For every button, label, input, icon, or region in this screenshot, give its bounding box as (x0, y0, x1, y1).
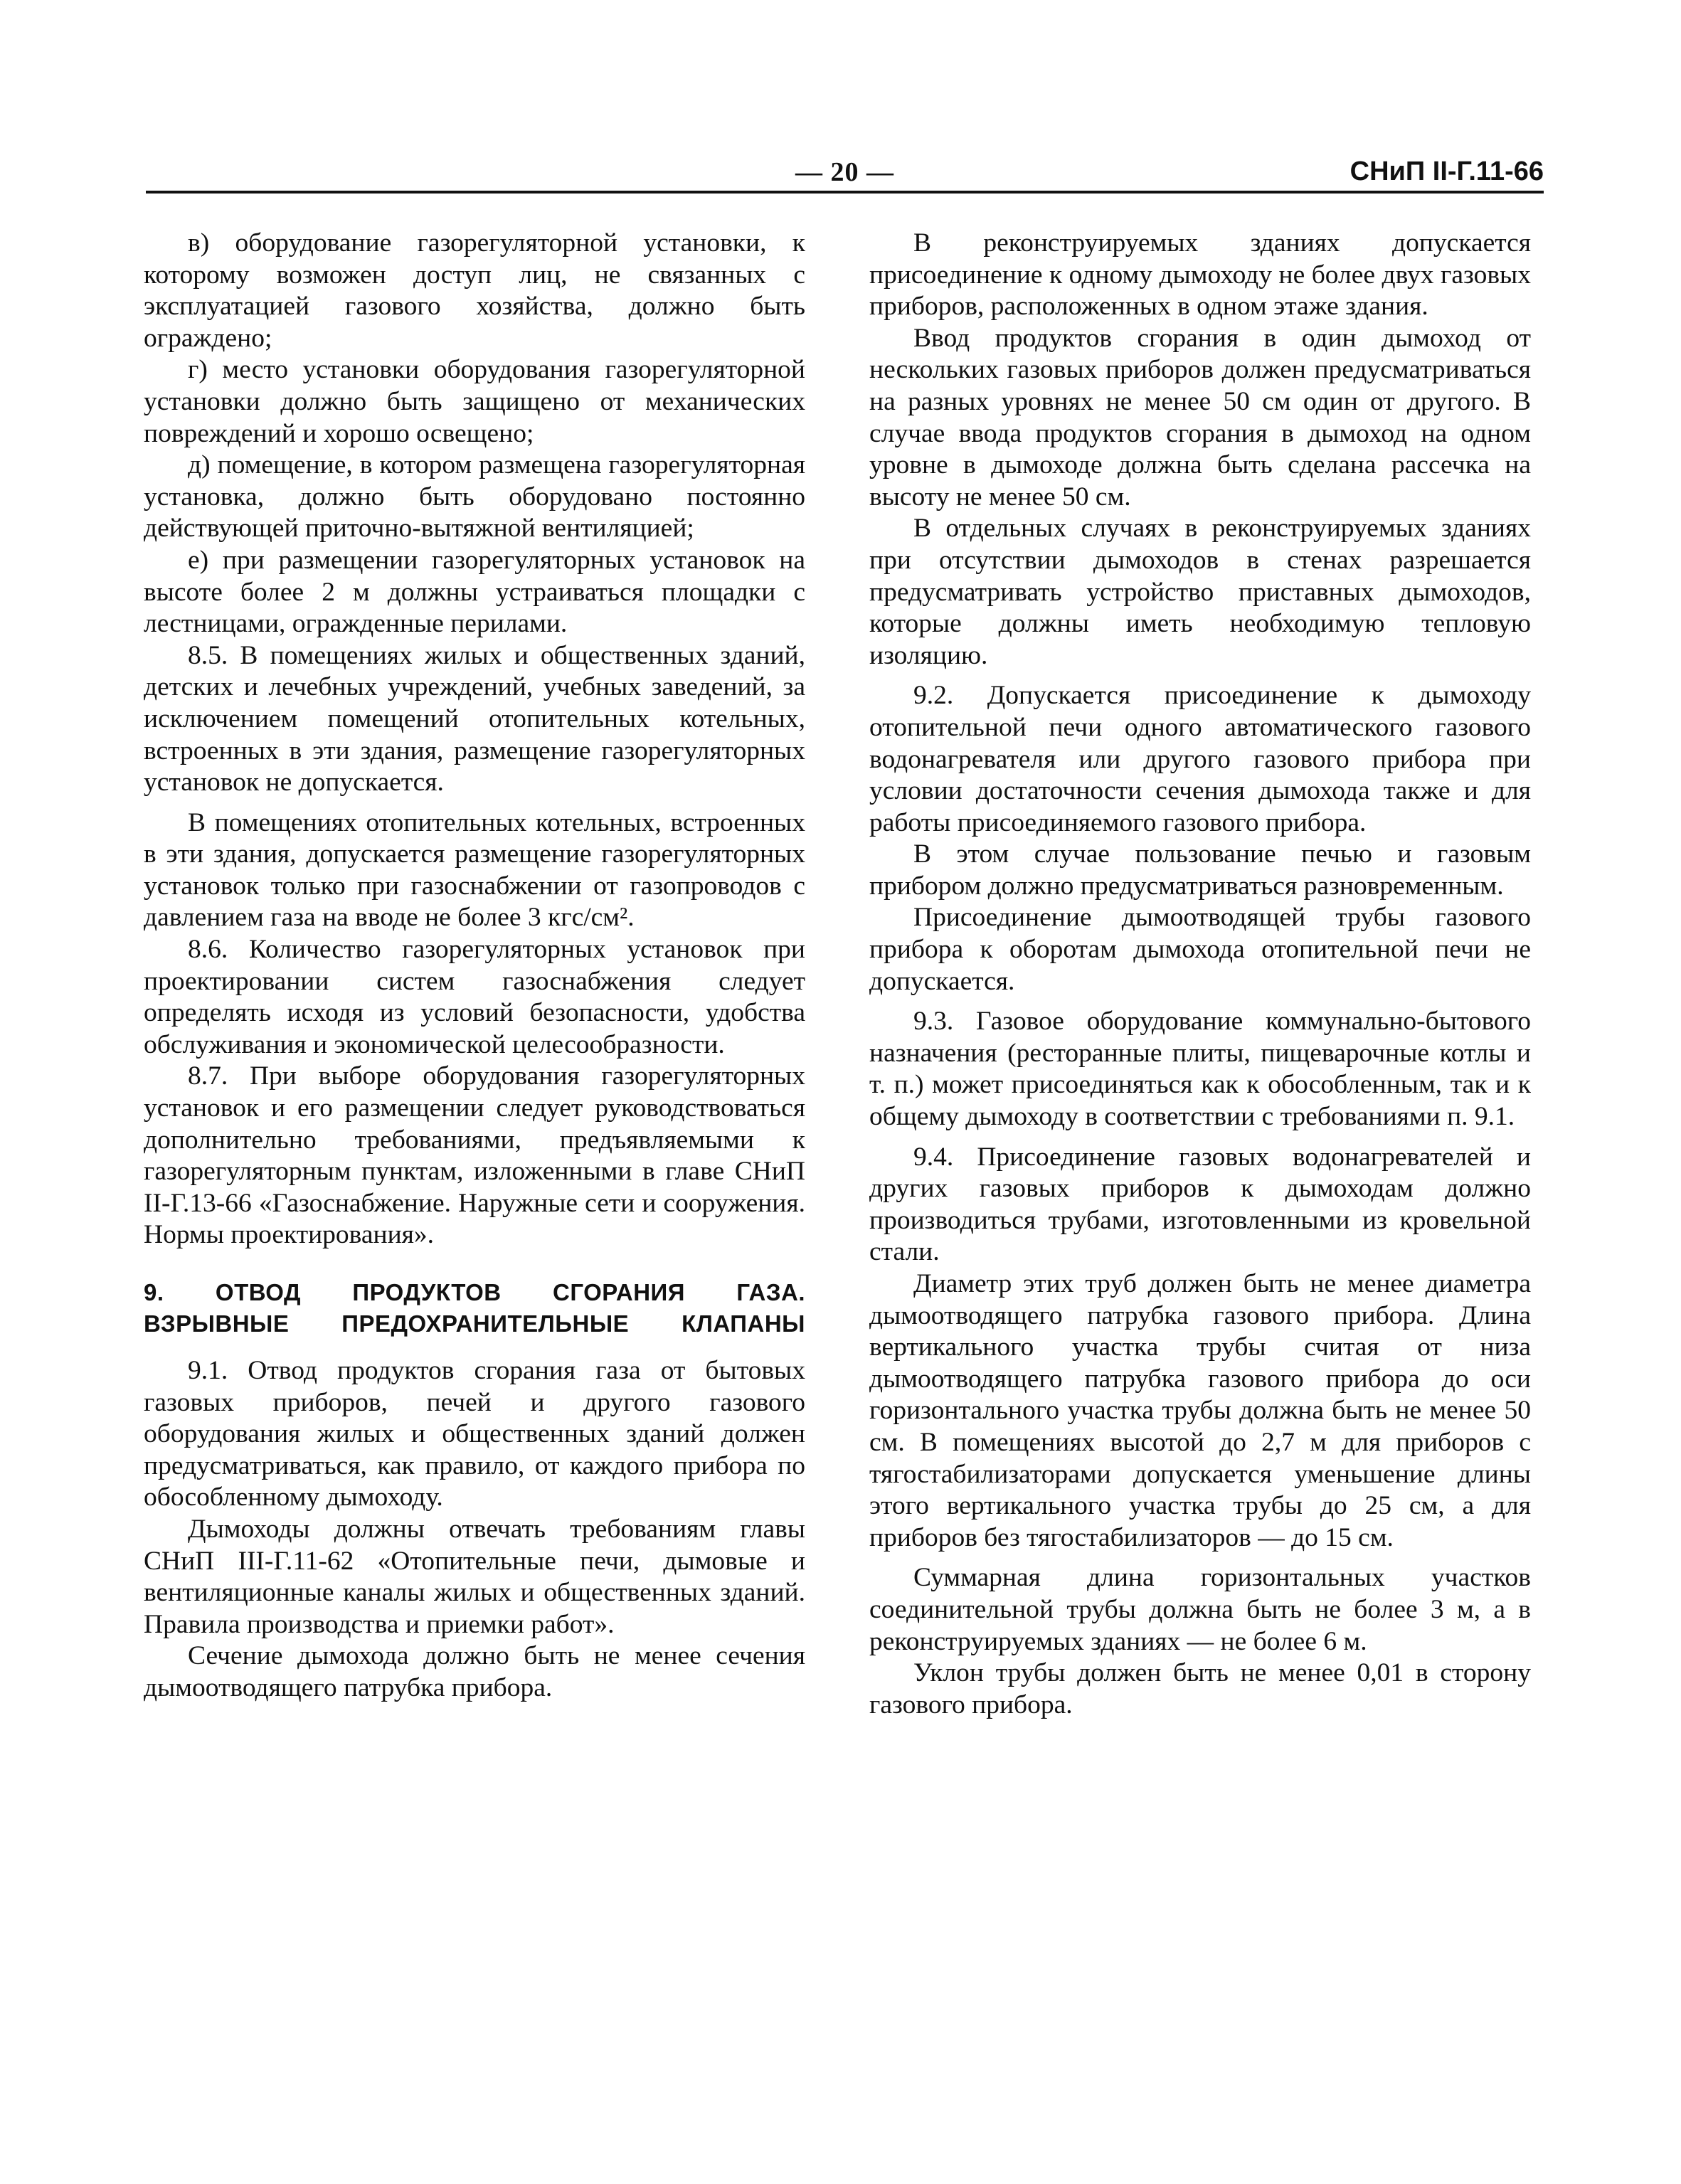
section-heading (144, 1277, 805, 1340)
paragraph: Уклон трубы должен быть не менее 0,01 в сторону газового прибора. (869, 1658, 1531, 1719)
paragraph: Ввод продуктов сгорания в один дымоход от нескольких газовых приборов должен предусматриваться на разных уровнях не менее 50 см один от другого. В случае ввода продуктов сгорания в дымоход на одном уровне в дымоходе должна быть сделана рассечка на высоту не менее 50 см. (869, 323, 1531, 511)
section-heading-line-1: 9. ОТВОД ПРОДУКТОВ СГОРАНИЯ ГАЗА. (144, 1279, 805, 1305)
paragraph: 9.4. Присоединение газовых водонагревателей и других газовых приборов к дымоходам должно производиться трубами, изготовленными из кровельной стали. (869, 1142, 1531, 1267)
paragraph: 8.7. При выборе оборудования газорегуляторных установок и его размещении следует руководствоваться дополнительно требованиями, предъявляемыми к газорегуляторным пунктам, изложенными в главе СНиП II-Г.13-66 «Газоснабжение. Наружные сети и сооружения. Нормы проектирования». (144, 1061, 805, 1250)
paragraph: 8.5. В помещениях жилых и общественных зданий, детских и лечебных учреждений, учебных заведений, за исключением помещений отопительных котельных, встроенных в эти здания, размещение газорегуляторных установок не допускается. (144, 640, 805, 797)
paragraph: Присоединение дымоотводящей трубы газового прибора к оборотам дымохода отопительной печи не допускается. (869, 903, 1531, 996)
paragraph: е) при размещении газорегуляторных установок на высоте более 2 м должны устраиваться площадки с лестницами, огражденные перилами. (144, 545, 805, 639)
paragraph: Диаметр этих труб должен быть не менее диаметра дымоотводящего патрубка газового прибора. Длина вертикального участка трубы считая от низа дымоотводящего патрубка газового прибора до оси горизонтального участка трубы должна быть не менее 50 см. В помещениях высотой до 2,7 м для приборов с тягостабилизаторами допускается уменьшение длины этого вертикального участка трубы до 25 см, а для приборов без тягостабилизаторов — до 15 см. (869, 1269, 1531, 1552)
left-column (144, 228, 805, 1705)
section-heading-line-2: ВЗРЫВНЫЕ ПРЕДОХРАНИТЕЛЬНЫЕ КЛАПАНЫ (144, 1310, 805, 1337)
page-number: — 20 — (795, 157, 894, 187)
paragraph: Сечение дымохода должно быть не менее сечения дымоотводящего патрубка прибора. (144, 1641, 805, 1702)
paragraph: 9.2. Допускается присоединение к дымоходу отопительной печи одного автоматического газового водонагревателя или другого газового прибора при условии достаточности сечения дымохода также и для работы присоединяемого газового прибора. (869, 681, 1531, 837)
paragraph: г) место установки оборудования газорегуляторной установки должно быть защищено от механических повреждений и хорошо освещено; (144, 355, 805, 448)
paragraph: 8.6. Количество газорегуляторных установок при проектировании систем газоснабжения следует определять исходя из условий безопасности, удобства обслуживания и экономической целесообразности. (144, 935, 805, 1059)
paragraph: Суммарная длина горизонтальных участков соединительной трубы должна быть не более 3 м, а в реконструируемых зданиях — не более 6 м. (869, 1563, 1531, 1656)
paragraph: Дымоходы должны отвечать требованиям главы СНиП III-Г.11-62 «Отопительные печи, дымовые и вентиляционные каналы жилых и общественных зданий. Правила производства и приемки работ». (144, 1514, 805, 1639)
header-rule (146, 191, 1544, 194)
paragraph: В этом случае пользование печью и газовым прибором должно предусматриваться разновременным. (869, 839, 1531, 901)
paragraph: В реконструируемых зданиях допускается присоединение к одному дымоходу не более двух газовых приборов, расположенных в одном этаже здания. (869, 228, 1531, 322)
paragraph: В отдельных случаях в реконструируемых зданиях при отсутствии дымоходов в стенах разрешается предусматривать устройство приставных дымоходов, которые должны иметь необходимую тепловую изоляцию. (869, 514, 1531, 670)
document-code: СНиП II-Г.11-66 (1349, 157, 1544, 186)
paragraph: 9.3. Газовое оборудование коммунально-бытового назначения (ресторанные плиты, пищеварочные котлы и т. п.) может присоединяться как к обособленным, так и к общему дымоходу в соответствии с требованиями п. 9.1. (869, 1007, 1531, 1132)
paragraph: 9.1. Отвод продуктов сгорания газа от бытовых газовых приборов, печей и другого газового оборудования жилых и общественных зданий должен предусматриваться, как правило, от каждого прибора по обособленному дымоходу. (144, 1356, 805, 1512)
paragraph: д) помещение, в котором размещена газорегуляторная установка, должно быть оборудовано постоянно действующей приточно-вытяжной вентиляцией; (144, 450, 805, 544)
paragraph: в) оборудование газорегуляторной установки, к которому возможен доступ лиц, не связанных с эксплуатацией газового хозяйства, должно быть ограждено; (144, 228, 805, 353)
paragraph: В помещениях отопительных котельных, встроенных в эти здания, допускается размещение газорегуляторных установок только при газоснабжении от газопроводов с давлением газа на вводе не более 3 кгс/см². (144, 807, 805, 933)
right-column (869, 228, 1531, 1721)
